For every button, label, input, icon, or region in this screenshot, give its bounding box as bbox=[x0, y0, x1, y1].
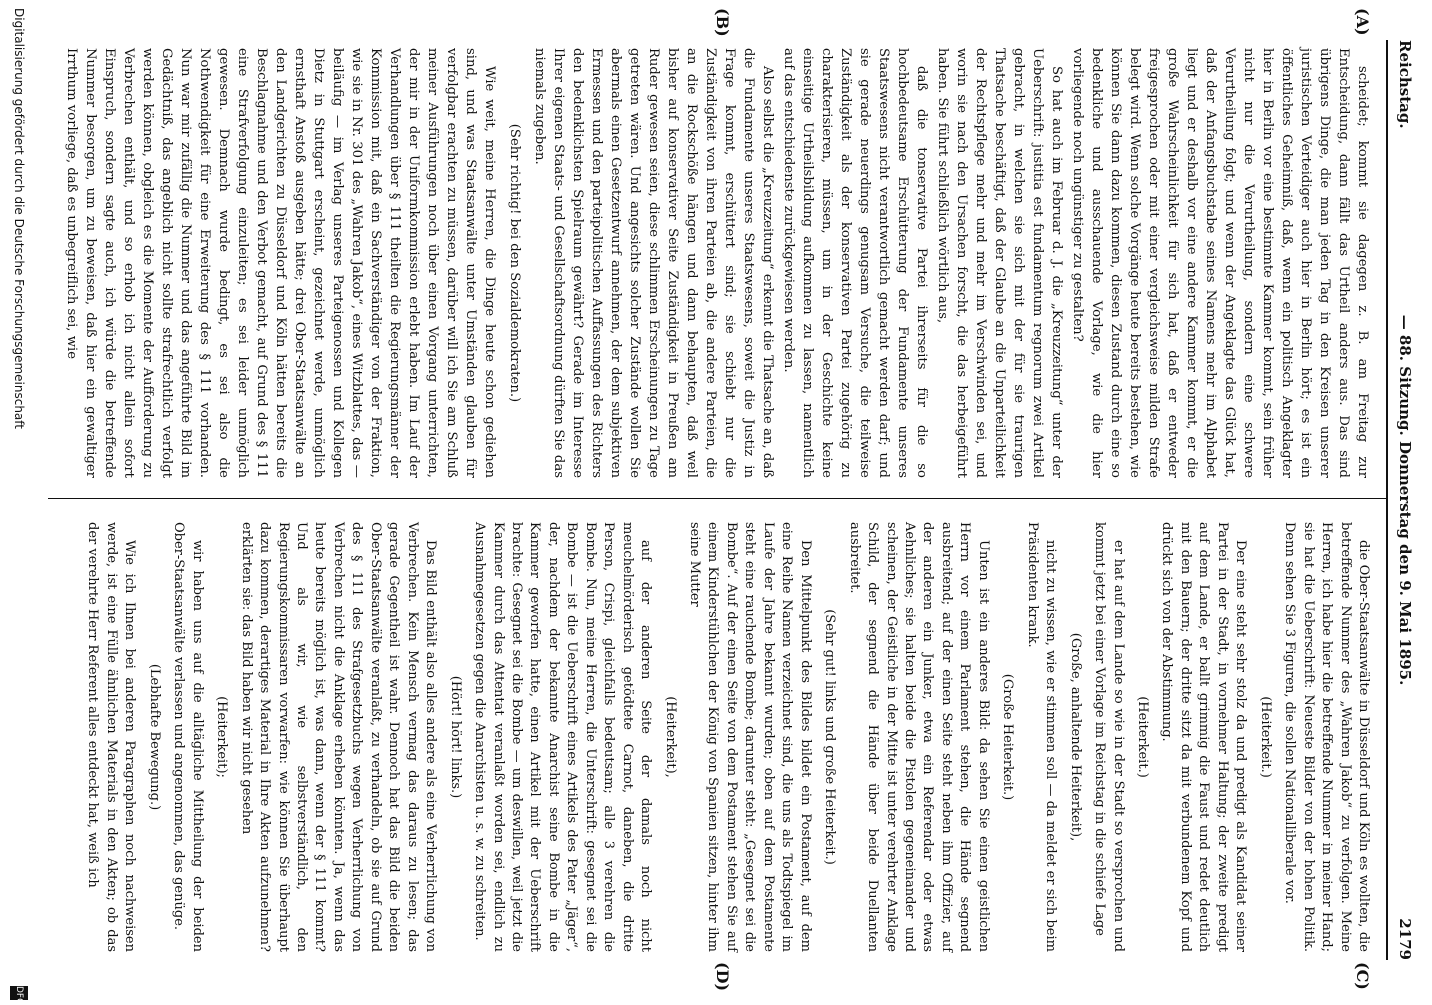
page-number: 2179 bbox=[1396, 918, 1414, 960]
paragraph: (Heiterkeit), bbox=[662, 696, 678, 778]
footer-text: Digitalisierung gefördert durch die Deutsche Forschungsgemeinschaft bbox=[12, 8, 26, 430]
header-left: Reichstag. bbox=[1396, 40, 1414, 129]
paragraph: (Sehr gut! links und große Heiterkeit.) bbox=[822, 609, 838, 865]
paragraph: (Heiterkeit.) bbox=[1257, 696, 1273, 778]
paragraph: Unten ist ein anderes Bild: da sehen Sie einen geistlichen Herrn vor einem Parlament stehen, die Hände segnend ausbreitend; auf der einen Seite steht neben ihm Offizier, auf der anderen ein Junker, etwa ein Referendar oder etwas Aehnliches; sie halten beide die Pistolen gegeneinander und scheinen, der Geistliche in der Mitte ist unter verehrter Anklage Schild, der segnend die Hände über beide Duellanten ausbreitet. bbox=[846, 522, 991, 952]
paragraph: (Große, anhaltende Heiterkeit), bbox=[1067, 632, 1083, 842]
paragraph: Das Bild enthält also alles andere als eine Verherrlichung von Verbrechen. Kein Mensch vermag das daraus zu lesen; das gerade Gegentheil ist wahr. Dennoch hat das Bild die beiden Ober-Staatsanwälte veranlaßt, zu verhandeln, ob sie auf Grund des § 111 des Strafgesetzbuchs wegen Verherrlichung von Verbrechen nicht die Anklage erheben könnten. Ja, wenn das heute bereits möglich ist, was dann, wenn der § 111 kommt? Und als wir, wie selbstverständlich, den Regierungskommissaren vorwarfen: wie können Sie überhaupt dazu kommen, derartiges Material in Ihre Akten aufzunehmen? erklärten sie: das Bild haben wir nicht gesehen bbox=[238, 522, 439, 952]
header-center: — 88. Sitzung. Donnerstag den 9. Mai 1895. bbox=[1396, 314, 1414, 686]
marker-a: (A) bbox=[1353, 8, 1372, 36]
marker-b: (B) bbox=[713, 8, 732, 37]
paragraph: Also selbst die „Kreuzzeitung“ erkennt die Thatsache an, daß die Fundamente unseres Staatswesens, soweit die Justiz in Frage kommt, erschüttert sind; sie schiebt nur die Zuständigkeit von ihren Parteien ab, die andere Parteien, die an die Rockschöße hängen und dann behaupten, daß weil bisher auf konservativer Seite Zuständigkeit in Preußen am Ruder gewesen seien, diese schlimmen Erscheinungen zu Tage getreten wären. Und angesichts solcher Zustände wollen Sie abermals einen Gesetzentwurf annehmen, der dem subjektiven Ermessen und den parteipolitischen Auffassungen des Richters den bedenklichsten Spielraum gewährt? Gerade im Interesse Ihrer eigenen Staats- und Gesellschaftsordnung dürften Sie das niemals zugeben. bbox=[532, 48, 775, 478]
paragraph: (Heiterkeit); bbox=[214, 696, 230, 778]
marker-d: (D) bbox=[713, 962, 732, 992]
paragraph: (Heiterkeit.) bbox=[1135, 696, 1151, 778]
marker-c: (C) bbox=[1353, 962, 1372, 990]
header-rule bbox=[1386, 40, 1388, 960]
running-header bbox=[1390, 40, 1414, 960]
left-column bbox=[60, 48, 1372, 478]
paragraph: Den Mittelpunkt des Bildes bildet ein Postament, auf dem eine Reihe Namen verzeichnet sind, die uns als Todtspiegel im Laufe der Jahre bekannt wurden; oben auf dem Postamente steht eine rauchende Bombe; darunter steht: „Gesegnet sei die Bombe“. Auf der einen Seite von dem Postament stehen Sie auf einem Kinderstühlchen der König von Spanien sitzen, hinter ihm seine Mutter bbox=[687, 522, 813, 952]
paragraph: (Hört! hört! links.) bbox=[447, 675, 463, 799]
digitization-footer bbox=[4, 0, 30, 1005]
right-column bbox=[81, 522, 1372, 952]
paragraph: Wie weit, meine Herren, die Dinge heute schon gediehen sind, und was Staatsanwälte unter Umständen glauben für verfolgbar erachten zu müssen, darüber will ich Sie am Schluß meiner Ausführungen noch über einen Vorgang unterrichten, der mir in der Uniformkommission erlebt haben. Im Lauf der Verhandlungen über § 111 theilten die Regierungsmänner der Kommission mit, daß ein Sachverständiger von der Fraktion, wie sie in Nr. 301 des „Wahren Jakob“, eines Witzblattes, das — beiläufig — im Verlag unseres Parteigenossen und Kollegen Dietz in Stuttgart erscheint, gezeichnet werde, unmöglich ernsthaft Anstoß ausgeben hätte; drei Ober-Staatsanwälte an den Landgerichten zu Düsseldorf und Köln hätten bereits die Beschlagnahme und den Verbot gemacht, auf Grund des § 111 eine Strafverfolgung einzuleiten; es sei leider unmöglich gewesen. Demnach wurde bedingt, es sei also die Nothwendigkeit für eine Erweiterung des § 111 vorhanden. Nun war mir zufällig die Nummer und das angeführte Bild im Gedächtniß, das angeblich nicht sollte strafrechtlich verfolgt werden können, obgleich es die Momente der Aufforderung zu Verbrechen enthält, und so erhob ich nicht allein sofort Einspruch, sondern sagte auch, ich würde die betreffende Nummer besorgen, um zu beweisen, daß hier ein gewaltiger Irrthum vorliege, daß es unbegreiflich sei, wie bbox=[64, 48, 497, 478]
paragraph: nicht zu wissen, wie er stimmen soll — da meldet er sich beim Präsidenten krank. bbox=[1024, 522, 1059, 952]
paragraph: (Sehr richtig! bei den Sozialdemokraten.) bbox=[507, 123, 522, 403]
paragraph: die Ober-Staatsanwälte in Düsseldorf und Köln es wollten, die betreffende Nummer des „Wahren Jakob“ zu verfolgen. Meine Herren, ich habe hier die betreffende Nummer in meiner Hand; sie hat die Ueberschrift: Neueste Bilder von der hohen Politik. Denn sehen Sie 3 Figuren, die sollen Nationalliberale vor. bbox=[1282, 522, 1371, 952]
paragraph: wir haben uns auf die alltägliche Mittheilung der beiden Ober-Staatsanwälte verlassen und angenommen, das genüge. bbox=[171, 522, 205, 952]
paragraph: daß die tonservative Partei ihrerseits für die so hochbedeutsame Erschütterung der Fundamente unseres Staatswesens nicht verantwortlich gemacht werden darf; und sie gerade neuerdings genugsam Versuche, die teilweise Zuständigkeit als der konservativen Partei zugehörig zu charakterisieren, müssen, um in der Geschichte keine einseitige Urtheilsbildung aufkommen zu lassen, namentlich auf das entschiedenste zurückgewiesen werden. bbox=[781, 48, 929, 478]
paragraph: So hat auch im Februar d. J. die „Kreuzzeitung“ unter der Ueberschrift: justitia est fundamentum regnorum zwei Artikel gebracht, in welchen sie sich mit der für sie traurigen Thatsache beschäftigt, daß der Glaube an die Unparteilichkeit der Rechtspflege mehr und mehr im Verschwinden sei, und worin sie nach den Ursachen forscht, die das herbeigeführt haben. Sie führt schließlich wörtlich aus, bbox=[935, 48, 1064, 478]
paragraph: (Große Heiterkeit.) bbox=[1000, 673, 1016, 801]
dfg-logo: DFG bbox=[10, 986, 28, 1000]
paragraph: Wie ich Ihnen bei anderen Paragraphen noch nachweisen werde, ist eine Fülle ähnlichen Materials in den Akten; ob das der verehrte Herr Referent alles entdeckt hat, weiß ich bbox=[85, 522, 138, 952]
paragraph: scheidet; kommt sie dagegen z. B. am Freitag zur Entscheidung, dann fällt das Urtheil anders aus. Das sind übrigens Dinge, die man jeden Tag in den Kreisen unserer juristischen Verteidiger auch hier in Berlin hört; es ist ein öffentliches Geheimniß, daß, wenn ein politisch Angeklagter hier in Berlin vor eine bestimmte Kammer kommt, sein früher nicht nur die Verurtheilung, sondern eine schwere Verurtheilung folgt; und wenn der Angeklagte das Glück hat, daß der Anfangsbuchstabe seines Namens mehr im Alphabet liegt und er deshalb vor eine andere Kammer kommt, er die große Wahrscheinlichkeit für sich hat, daß er entweder freigesprochen oder mit einer vergleichsweise milden Strafe belegt wird. Wenn solche Vorgänge heute bereits bestehen, wie können Sie dann dazu kommen, diesen Zustand durch eine so bedenkliche und ausschauende Vorlage, wie die hier vorliegende noch ungünstiger zu gestalten? bbox=[1070, 48, 1370, 478]
paragraph: er hat auf dem Lande so wie in der Stadt so versprochen und kommt jetzt bei einer Vorlage im Reichstag in die schiefe Lage bbox=[1092, 522, 1126, 952]
paragraph: auf der anderen Seite der damals noch nicht meuchelmörderisch getödtete Carnot, daneben, die dritte Person, Crispi, gleichfalls bedeutsam; alle 3 verehren die Bombe. Nun, meine Herren, die Unterschrift: gesegnet sei die Bombe — ist die Ueberschrift eines Artikels des Pater „Jäger“, der, nachdem der bekannte Anarchist seine Bombe in die Kammer geworfen hatte, einen Artikel mit der Ueberschrift brachte: Gesegnet sei die Bombe — um deswillen, weil jetzt die Kammer durch das Attentat veranlaßt worden sei, endlich zu Ausnahmegesetzen gegen die Anarchisten u. s. w. zu schreiten. bbox=[472, 522, 654, 952]
paragraph: (Lebhafte Bewegung.) bbox=[146, 663, 162, 811]
paragraph: Der eine steht sehr stolz da und predigt als Kandidat seiner Partei in der Stadt, in vornehmer Haltung; der zweite predigt auf dem Lande, er ballt grimmig die Faust und redet deutlich mit den Bauern; der dritte sitzt da mit verbundenem Kopf und drückt sich von der Abstimmung. bbox=[1159, 522, 1249, 952]
column-divider bbox=[48, 498, 1388, 499]
